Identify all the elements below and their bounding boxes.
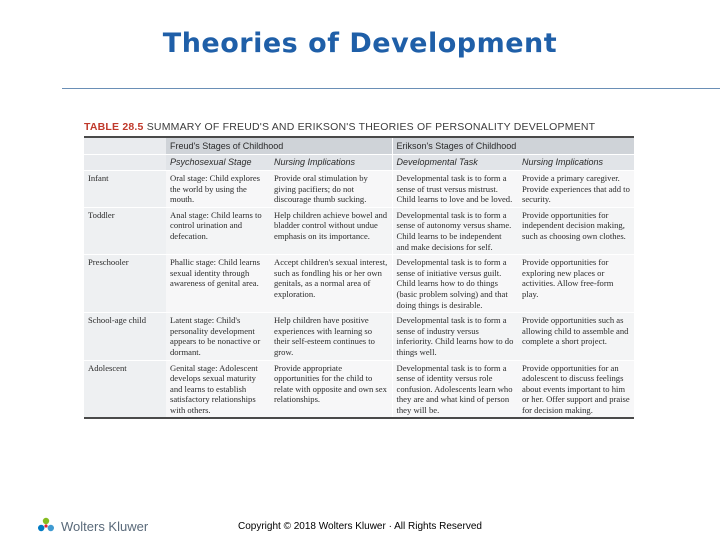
developmental-cell: Developmental task is to form a sense of industry versus inferiority. Child learns how to do things well.: [392, 313, 518, 360]
psychosexual-stage-header: Psychosexual Stage: [166, 155, 270, 171]
psychosexual-cell: Anal stage: Child learns to control urination and defecation.: [166, 207, 270, 254]
stage-cell: Preschooler: [84, 255, 166, 313]
erikson-nursing-cell: Provide opportunities for an adolescent to discuss feelings about events important to him or her. Offer support and praise for decision making.: [518, 360, 634, 417]
copyright-notice: Copyright © 2018 Wolters Kluwer · All Rights Reserved: [238, 521, 482, 532]
psychosexual-cell: Genital stage: Adolescent develops sexual maturity and learns to establish satisfactory relationships with others.: [166, 360, 270, 417]
logo-text: Wolters Kluwer: [61, 518, 149, 534]
stage-cell: Toddler: [84, 207, 166, 254]
freud-nursing-cell: Help children have positive experiences with learning so their self-esteem continues to grow.: [270, 313, 392, 360]
theories-table: [84, 136, 634, 419]
table-row: [84, 255, 634, 313]
developmental-cell: Developmental task is to form a sense of autonomy versus shame. Child learns to be independent and make decisions for self.: [392, 207, 518, 254]
erikson-nursing-header: Nursing Implications: [518, 155, 634, 171]
erikson-nursing-cell: Provide opportunities for independent decision making, such as choosing own clothes.: [518, 207, 634, 254]
erikson-group-header: Erikson's Stages of Childhood: [392, 138, 634, 155]
psychosexual-cell: Latent stage: Child's personality development appears to be nonactive or dormant.: [166, 313, 270, 360]
table-row: [84, 171, 634, 208]
table-row: [84, 360, 634, 417]
table-caption-number: TABLE 28.5: [84, 121, 144, 133]
stage-cell: School-age child: [84, 313, 166, 360]
developmental-task-header: Developmental Task: [392, 155, 518, 171]
wolters-kluwer-logo: [36, 515, 148, 537]
developmental-cell: Developmental task is to form a sense of trust versus mistrust. Child learns to love and be loved.: [392, 171, 518, 208]
stage-cell: Infant: [84, 171, 166, 208]
freud-nursing-cell: Provide appropriate opportunities for the child to relate with opposite and own sex relationships.: [270, 360, 392, 417]
table-caption: [84, 118, 634, 136]
table-caption-text: SUMMARY OF FREUD'S AND ERIKSON'S THEORIES OF PERSONALITY DEVELOPMENT: [146, 121, 596, 133]
developmental-cell: Developmental task is to form a sense of identity versus role confusion. Adolescents learn who they are and what kind of person they will be.: [392, 360, 518, 417]
erikson-nursing-cell: Provide opportunities for exploring new places or activities. Allow free-form play.: [518, 255, 634, 313]
erikson-nursing-cell: Provide opportunities such as allowing child to assemble and complete a short project.: [518, 313, 634, 360]
psychosexual-cell: Oral stage: Child explores the world by using the mouth.: [166, 171, 270, 208]
stage-cell: Adolescent: [84, 360, 166, 417]
freud-nursing-cell: Provide oral stimulation by giving pacifiers; do not discourage thumb sucking.: [270, 171, 392, 208]
header-blank: [84, 138, 166, 155]
freud-group-header: Freud's Stages of Childhood: [166, 138, 392, 155]
freud-nursing-header: Nursing Implications: [270, 155, 392, 171]
theory-table-figure: [84, 118, 634, 419]
erikson-nursing-cell: Provide a primary caregiver. Provide experiences that add to security.: [518, 171, 634, 208]
psychosexual-cell: Phallic stage: Child learns sexual identity through awareness of genital area.: [166, 255, 270, 313]
developmental-cell: Developmental task is to form a sense of initiative versus guilt. Child learns how to do things (basic problem solving) and that doing things is desirable.: [392, 255, 518, 313]
subheader-blank: [84, 155, 166, 171]
table-row: [84, 207, 634, 254]
freud-nursing-cell: Help children achieve bowel and bladder control without undue emphasis on its importance.: [270, 207, 392, 254]
slide-title: Theories of Development: [162, 28, 558, 59]
wolters-kluwer-logo-icon: [36, 516, 56, 536]
freud-nursing-cell: Accept children's sexual interest, such as fondling his or her own genitals, as a normal area of exploration.: [270, 255, 392, 313]
table-row: [84, 313, 634, 360]
title-divider: [62, 88, 720, 89]
